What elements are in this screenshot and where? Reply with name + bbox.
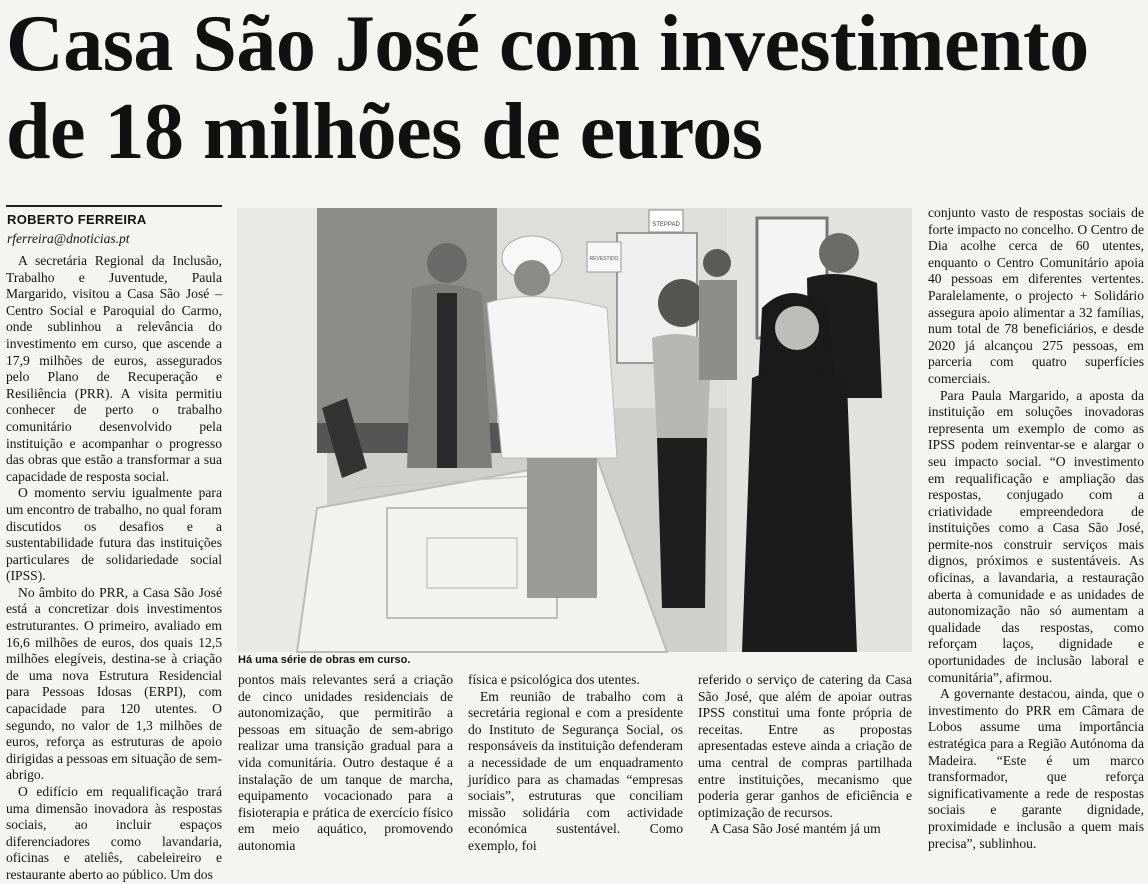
paragraph: física e psicológica dos utentes. <box>468 672 640 687</box>
paragraph: O edifício em requalificação trará uma dimensão inovadora às respostas sociais, ao incluir espaços diferenciadores como lavandaria, oficinas e ateliês, cabeleireiro e restaurante aberto ao público. Um dos <box>6 784 222 882</box>
paragraph: A Casa São José mantém já um <box>710 821 881 837</box>
paragraph: Para Paula Margarido, a aposta da instituição em soluções inovadoras representa um exemplo de como as IPSS podem reinventar-se e alargar o seu impacto social. “O investimento em requalificação e ampliação das respostas, conjugado com a criatividade empreendedora de instituições como a Casa São José, permite-nos construir serviços mais dignos, próximos e sustentáveis. As oficinas, a lavandaria, a restauração aberta à comunidade e as unidades de autonomização não só aumentam a qualidade das respostas, como reforçam laços, dignidade e oportunidades de inclusão laboral e comunitária”, afirmou. <box>928 387 1144 685</box>
article-column-4 <box>698 672 912 860</box>
photo-caption: Há uma série de obras em curso. <box>238 654 913 670</box>
article-column-3 <box>468 672 683 860</box>
paragraph: No âmbito do PRR, a Casa São José está a concretizar dois investimentos estruturantes. O primeiro, avaliado em 16,6 milhões de euros, dos quais 12,5 milhões elegíveis, destina-se à criação de uma nova Estrutura Residencial para Pessoas Idosas (ERPI), com capacidade para 120 utentes. O segundo, no valor de 1,3 milhões de euros, reforça as estruturas de apoio dirigidas a pessoas em situação de sem-abrigo. <box>6 584 222 783</box>
paragraph: referido o serviço de catering da Casa São José, que além de apoiar outras IPSS constitui uma fonte própria de receitas. Entre as propostas apresentadas esteve ainda a criação de uma central de compras partilhada entre instituições, mecanismo que poderia gerar ganhos de eficiência e optimização de recursos. <box>698 672 912 820</box>
author-email[interactable]: rferreira@dnoticias.pt <box>7 231 130 246</box>
byline-rule <box>6 205 222 207</box>
article-photo <box>237 208 912 652</box>
article-column-5 <box>928 205 1144 859</box>
paragraph: conjunto vasto de respostas sociais de forte impacto no concelho. O Centro de Dia acolhe cerca de 60 utentes, enquanto o Centro Comunitário apoia 40 pessoas em diferentes vertentes. Paralelamente, o projecto + Solidário assegura apoio alimentar a 32 famílias, num total de 78 beneficiários, e desde 2020 já alcançou 275 pessoas, em parceria com quatro superfícies comerciais. <box>928 205 1144 386</box>
paragraph: A secretária Regional da Inclusão, Trabalho e Juventude, Paula Margarido, visitou a Casa São José – Centro Social e Paroquial do Carmo, onde sublinhou a relevância do investimento em curso, que ascende a 17,9 milhões de euros, assegurados pelo Plano de Recuperação e Resiliência (PRR). A visita permitiu conhecer de perto o trabalho comunitário desenvolvido pela instituição e acompanhar o progresso das obras que estão a transformar a sua capacidade de resposta social. <box>6 253 222 484</box>
article-column-2 <box>238 672 453 860</box>
photo-illustration <box>237 208 912 652</box>
article-column-1 <box>6 253 222 882</box>
paragraph: pontos mais relevantes será a criação de cinco unidades residenciais de autonomização, que permitirão a pessoas em situação de sem-abrigo realizar uma transição gradual para a vida comunitária. Outro destaque é a instalação de um tanque de marcha, equipamento vocacionado para a fisioterapia e prática de exercício físico em meio aquático, promovendo autonomia <box>238 672 453 853</box>
paragraph: Em reunião de trabalho com a secretária regional e com a presidente do Instituto de Segurança Social, os responsáveis da instituição defenderam a necessidade de um enquadramento jurídico para as chamadas “empresas sociais”, estruturas que conciliam missão solidária com actividade económica sustentável. Como exemplo, foi <box>468 688 683 853</box>
paragraph: O momento serviu igualmente para um encontro de trabalho, no qual foram discutidos os desafios e a sustentabilidade futura das instituições particulares de solidariedade social (IPSS). <box>6 485 222 584</box>
byline: ROBERTO FERREIRA <box>7 212 147 227</box>
headline: Casa São José com investimento de 18 milhões de euros <box>6 0 1089 176</box>
paragraph: A governante destacou, ainda, que o investimento do PRR em Câmara de Lobos assume uma importância estratégica para a Região Autónoma da Madeira. “Este é um marco transformador, que reforça significativamente a rede de respostas sociais e garante dignidade, proximidade e inclusão a quem mais precisa”, sublinhou. <box>928 686 1144 851</box>
photo-sign-text: STEPPAD <box>652 222 680 228</box>
photo-sign2-text: REVESTIDO <box>589 256 619 262</box>
